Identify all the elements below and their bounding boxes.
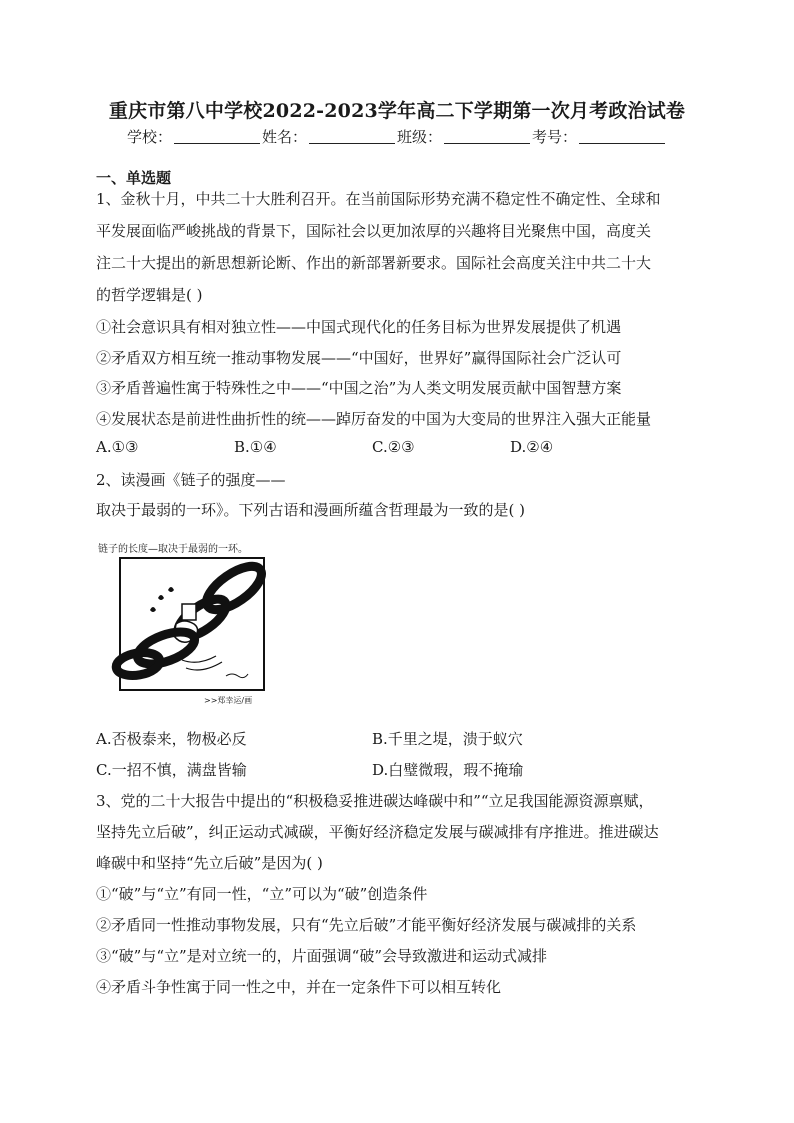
name-blank[interactable] [309,128,395,144]
q2-option-c[interactable]: C.一招不慎，满盘皆输 [96,761,247,779]
student-info-line [0,126,794,147]
q1-option-c[interactable]: C.②③ [372,438,415,456]
q3-statement: ③“破”与“立”是对立统一的，片面强调“破”会导致激进和运动式减排 [96,947,548,965]
cartoon-caption: 链子的长度—取决于最弱的一环。 [98,544,248,555]
q1-stem-line: 平发展面临严峻挑战的背景下，国际社会以更加浓厚的兴趣将目光聚焦中国，高度关 [96,222,652,240]
q1-statement: ④发展状态是前进性曲折性的统——踔厉奋发的中国为大变局的世界注入强大正能量 [96,410,652,428]
q2-stem-line: 取决于最弱的一环》。下列古语和漫画所蕴含哲理最为一致的是( ) [96,501,525,519]
q3-statement: ②矛盾同一性推动事物发展，只有“先立后破”才能平衡好经济发展与碳减排的关系 [96,916,637,934]
exam-title: 重庆市第八中学校2022-2023学年高二下学期第一次月考政治试卷 [108,100,686,122]
school-label: 学校： [126,128,172,146]
name-label: 姓名： [261,128,307,146]
class-blank[interactable] [444,128,530,144]
section-heading: 一、单选题 [96,169,172,187]
q3-stem-line: 3、党的二十大报告中提出的“积极稳妥推进碳达峰碳中和”“立足我国能源资源禀赋， [96,792,654,810]
q2-option-d[interactable]: D.白璧微瑕，瑕不掩瑜 [372,761,524,779]
q2-option-b[interactable]: B.千里之堤，溃于蚁穴 [372,730,523,748]
q1-stem-line: 1、金秋十月，中共二十大胜利召开。在当前国际形势充满不稳定性不确定性、全球和 [96,190,661,208]
chain-cartoon [96,540,272,710]
q1-statement: ①社会意识具有相对独立性——中国式现代化的任务目标为世界发展提供了机遇 [96,318,622,336]
school-blank[interactable] [174,128,260,144]
cartoon-credit: >>郑幸运/画 [204,696,253,705]
q3-statement: ①“破”与“立”有同一性，“立”可以为“破”创造条件 [96,885,428,903]
q2-option-a[interactable]: A.否极泰来，物极必反 [96,730,247,748]
q1-option-b[interactable]: B.①④ [234,438,277,456]
chain-drawing [96,540,272,710]
q3-statement: ④矛盾斗争性寓于同一性之中，并在一定条件下可以相互转化 [96,978,502,996]
q1-option-d[interactable]: D.②④ [510,438,554,456]
q3-stem-line: 峰碳中和坚持“先立后破”是因为( ) [96,854,323,872]
number-label: 考号： [532,128,578,146]
q2-stem-line: 2、读漫画《链子的强度—— [96,471,286,489]
q1-stem-line: 的哲学逻辑是( ) [96,286,203,304]
number-blank[interactable] [579,128,665,144]
class-label: 班级： [397,128,443,146]
q1-option-a[interactable]: A.①③ [96,438,139,456]
q1-stem-line: 注二十大提出的新思想新论断、作出的新部署新要求。国际社会高度关注中共二十大 [96,254,652,272]
q1-statement: ③矛盾普遍性寓于特殊性之中——“中国之治”为人类文明发展贡献中国智慧方案 [96,379,622,397]
q3-stem-line: 坚持先立后破”，纠正运动式减碳，平衡好经济稳定发展与碳减排有序推进。推进碳达 [96,823,659,841]
q1-statement: ②矛盾双方相互统一推动事物发展——“中国好，世界好”赢得国际社会广泛认可 [96,349,622,367]
